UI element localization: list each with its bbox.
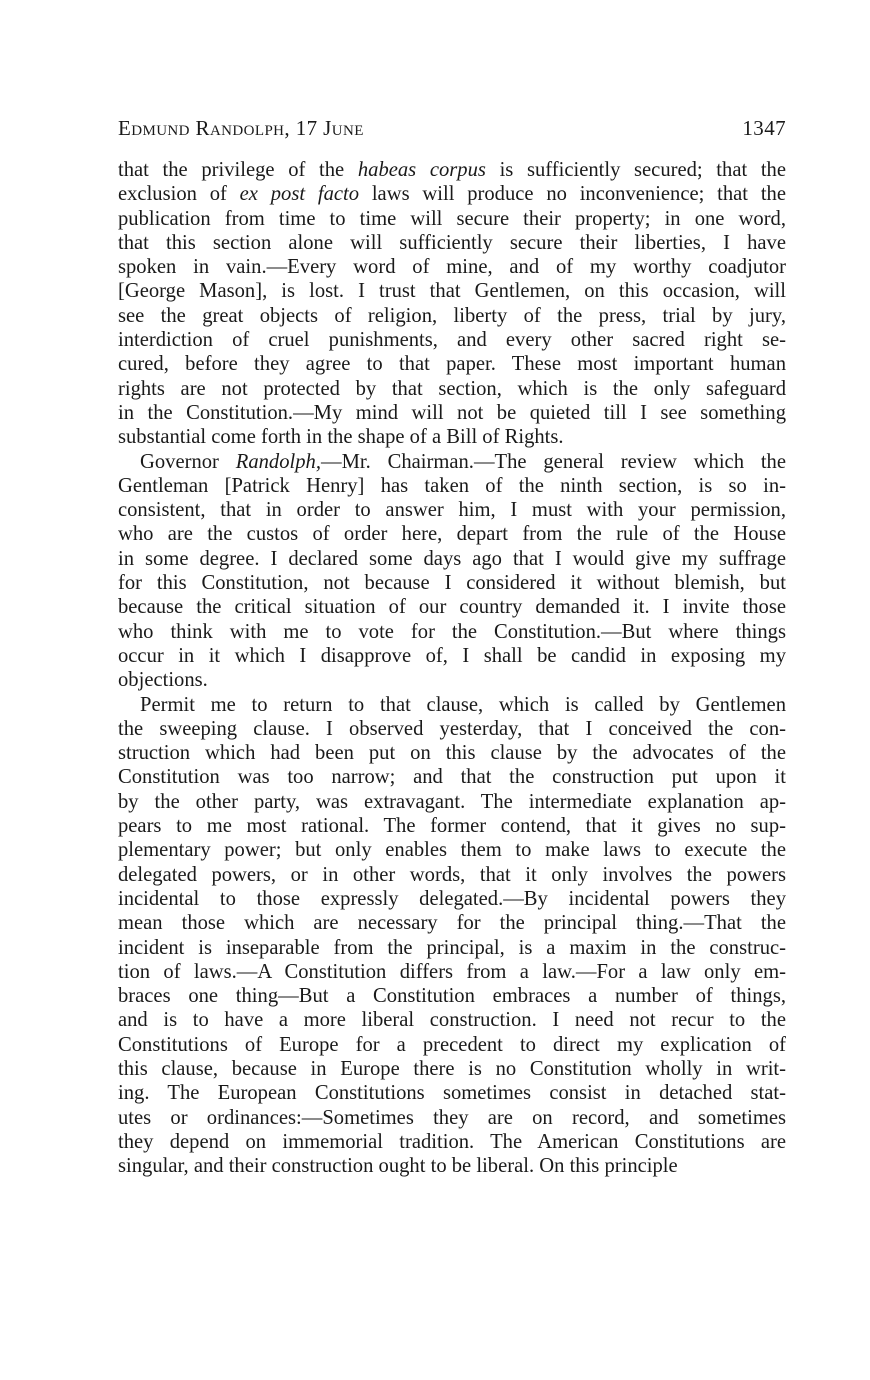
text-line: [George Mason], is lost. I trust that Gentlemen, on this occasion, will: [118, 280, 786, 303]
text-line: Constitutions of Europe for a precedent to direct my explication of: [118, 1033, 786, 1056]
text-line: the sweeping clause. I observed yesterday, that I conceived the con-: [118, 717, 786, 740]
text-line: consistent, that in order to answer him, I must with your permission,: [118, 499, 786, 522]
text-line: cured, before they agree to that paper. These most important human: [118, 353, 786, 376]
text-line: rights are not protected by that section, which is the only safeguard: [118, 377, 786, 400]
italic-text: ex post facto: [239, 183, 360, 206]
text-line: and is to have a more liberal construction. I need not recur to the: [118, 1009, 786, 1032]
text-line: in the Constitution.—My mind will not be quieted till I see something: [118, 401, 786, 424]
paragraph: [118, 158, 786, 450]
text-line: ing. The European Constitutions sometimes consist in detached stat-: [118, 1082, 786, 1105]
document-page: [118, 112, 786, 1178]
text-line: by the other party, was extravagant. The intermediate explanation ap-: [118, 790, 786, 813]
running-head: [118, 112, 786, 144]
text-line: publication from time to time will secure their property; in one word,: [118, 207, 786, 230]
text-line: see the great objects of religion, liberty of the press, trial by jury,: [118, 304, 786, 327]
text-line: utes or ordinances:—Sometimes they are on record, and sometimes: [118, 1106, 786, 1129]
paragraph: [118, 693, 786, 1179]
text-line: struction which had been put on this clause by the advocates of the: [118, 742, 786, 765]
body-text: [118, 158, 786, 1178]
text-line: spoken in vain.—Every word of mine, and of my worthy coadjutor: [118, 256, 786, 279]
text-line: singular, and their construction ought to be liberal. On this principle: [118, 1155, 678, 1178]
italic-text: Randolph,: [235, 450, 321, 473]
page-number: 1347: [742, 116, 786, 140]
text-line: that the privilege of the habeas corpus is sufficiently secured; that the: [118, 159, 786, 181]
text-line: Constitution was too narrow; and that the construction put upon it: [118, 766, 786, 789]
text-line: that this section alone will sufficiently secure their liberties, I have: [118, 231, 786, 254]
text-line: mean those which are necessary for the principal thing.—That the: [118, 912, 786, 935]
running-title: Edmund Randolph, 17 June: [118, 116, 364, 140]
text-line: this clause, because in Europe there is no Constitution wholly in writ-: [118, 1057, 786, 1080]
text-line: for this Constitution, not because I considered it without blemish, but: [118, 572, 786, 595]
text-line: Gentleman [Patrick Henry] has taken of the ninth section, is so in-: [118, 474, 786, 497]
text-line: plementary power; but only enables them to make laws to execute the: [118, 839, 786, 862]
text-line: pears to me most rational. The former contend, that it gives no sup-: [118, 815, 786, 838]
text-line: tion of laws.—A Constitution differs from a law.—For a law only em-: [118, 960, 786, 983]
text-line: because the critical situation of our country demanded it. I invite those: [118, 596, 786, 619]
text-line: they depend on immemorial tradition. The American Constitutions are: [118, 1130, 786, 1153]
italic-text: habeas corpus: [357, 159, 486, 181]
text-line: occur in it which I disapprove of, I shall be candid in exposing my: [118, 644, 786, 667]
text-line: Permit me to return to that clause, which is called by Gentlemen: [140, 693, 786, 716]
text-line: who think with me to vote for the Constitution.—But where things: [118, 620, 786, 643]
text-line: who are the custos of order here, depart from the rule of the House: [118, 523, 786, 546]
text-line: incident is inseparable from the principal, is a maxim in the construc-: [118, 936, 786, 959]
text-line: incidental to those expressly delegated.—By incidental powers they: [118, 887, 786, 910]
text-line: delegated powers, or in other words, that it only involves the powers: [118, 863, 786, 886]
text-line: braces one thing—But a Constitution embraces a number of things,: [118, 985, 786, 1008]
text-line: interdiction of cruel punishments, and every other sacred right se-: [118, 329, 786, 352]
text-line: objections.: [118, 669, 208, 692]
paragraph: [118, 450, 786, 693]
text-line: substantial come forth in the shape of a Bill of Rights.: [118, 426, 564, 449]
text-line: exclusion of ex post facto laws will produce no inconvenience; that the: [118, 183, 786, 206]
text-line: Governor Randolph,—Mr. Chairman.—The general review which the: [140, 450, 786, 473]
text-line: in some degree. I declared some days ago that I would give my suffrage: [118, 547, 786, 570]
